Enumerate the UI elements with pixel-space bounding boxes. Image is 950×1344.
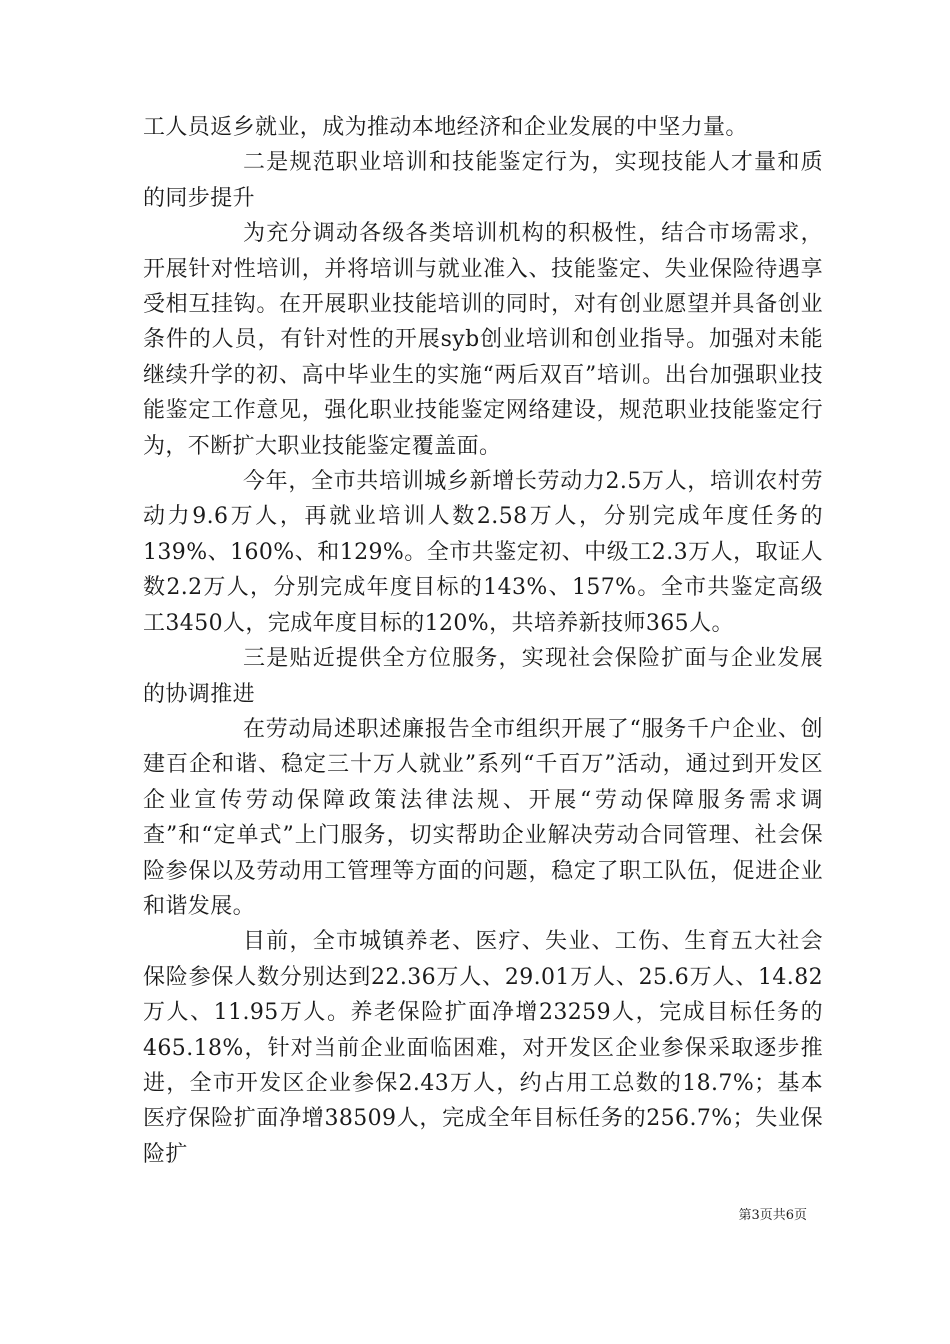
paragraph-insurance-stats: 目前，全市城镇养老、医疗、失业、工伤、生育五大社会保险参保人数分别达到22.36万人、29.01万人、25.6万人、14.82万人、11.95万人。养老保险扩面净增23259人，完成目标任务的465.18%，针对当前企业面临困难，对开发区企业参保采取逐步推进，全市开发区企业参保2.43万人，约占用工总数的18.7%；基本医疗保险扩面净增38509人，完成全年目标任务的256.7%；失业保险扩 [143, 929, 823, 1167]
section-heading-three: 三是贴近提供全方位服务，实现社会保险扩面与企业发展的协调推进 [143, 646, 823, 707]
paragraph-training: 为充分调动各级各类培训机构的积极性，结合市场需求，开展针对性培训，并将培训与就业准入、技能鉴定、失业保险待遇享受相互挂钩。在开展职业技能培训的同时，对有创业愿望并具备创业条件的人员，有针对性的开展syb创业培训和创业指导。加强对未能继续升学的初、高中毕业生的实施“两后双百”培训。出台加强职业技能鉴定工作意见，强化职业技能鉴定网络建设，规范职业技能鉴定行为，不断扩大职业技能鉴定覆盖面。 [143, 221, 823, 459]
paragraph-training-stats: 今年，全市共培训城乡新增长劳动力2.5万人，培训农村劳动力9.6万人，再就业培训人数2.58万人，分别完成年度任务的139%、160%、和129%。全市共鉴定初、中级工2.3万人，取证人数2.2万人，分别完成年度目标的143%、157%。全市共鉴定高级工3450人，完成年度目标的120%，共培养新技师365人。 [143, 469, 823, 636]
paragraph-services: 在劳动局述职述廉报告全市组织开展了“服务千户企业、创建百企和谐、稳定三十万人就业”系列“千百万”活动，通过到开发区企业宣传劳动保障政策法律法规、开展“劳动保障服务需求调查”和“定单式”上门服务，切实帮助企业解决劳动合同管理、社会保险参保以及劳动用工管理等方面的问题，稳定了职工队伍，促进企业和谐发展。 [143, 716, 823, 919]
section-heading-two: 二是规范职业培训和技能鉴定行为，实现技能人才量和质的同步提升 [143, 150, 823, 211]
page-number: 第3页共6页 [738, 1208, 807, 1223]
paragraph-continuation: 工人员返乡就业，成为推动本地经济和企业发展的中坚力量。 [143, 115, 748, 140]
document-body [143, 110, 823, 1172]
